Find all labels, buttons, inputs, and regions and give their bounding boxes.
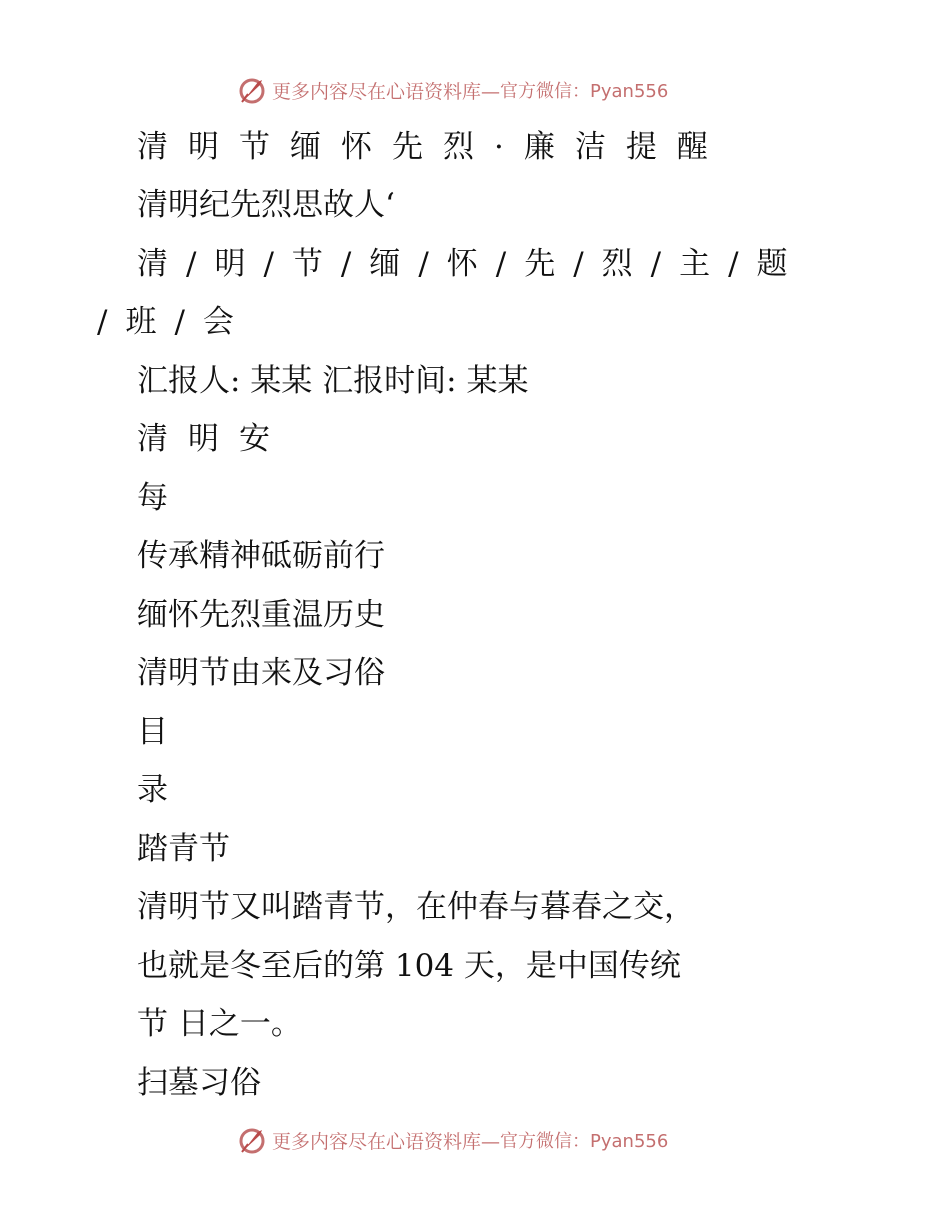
watermark-text: 更多内容尽在心语资料库— (272, 80, 501, 103)
quill-pen-logo-icon (236, 74, 268, 106)
theme-line: 清/明/节/缅/怀/先/烈/主/题 (137, 246, 806, 282)
reporter-info: 汇报人: 某某 汇报时间: 某某 (137, 363, 529, 399)
text-line: 清明安 (137, 421, 290, 457)
footer-watermark (236, 1123, 668, 1157)
section-heading: 缅怀先烈重温历史 (137, 597, 385, 633)
toc-char: 目 (137, 714, 168, 750)
paragraph-line: 也就是冬至后的第 104 天，是中国传统 (137, 948, 681, 984)
subtitle: 清明纪先烈思故人‘ (137, 187, 395, 223)
section-heading: 传承精神砥砺前行 (137, 538, 385, 574)
header-watermark (236, 73, 668, 107)
toc-char: 录 (137, 772, 168, 808)
watermark-wechat: 官方微信：Pyan556 (500, 1131, 669, 1152)
watermark-text: 更多内容尽在心语资料库— (272, 1130, 501, 1153)
watermark-wechat: 官方微信：Pyan556 (500, 81, 669, 102)
paragraph-line: 清明节又叫踏青节，在仲春与暮春之交， (137, 889, 695, 925)
section-heading: 踏青节 (137, 831, 230, 867)
section-heading: 清明节由来及习俗 (137, 655, 385, 691)
document-title: 清明节缅怀先烈·廉洁提醒 (137, 129, 728, 165)
quill-pen-logo-icon (236, 1124, 268, 1156)
theme-line-continued: /班/会 (97, 304, 252, 340)
text-line: 每 (137, 480, 168, 516)
section-heading: 扫墓习俗 (137, 1065, 261, 1101)
paragraph-line: 节 日之一。 (137, 1006, 302, 1042)
